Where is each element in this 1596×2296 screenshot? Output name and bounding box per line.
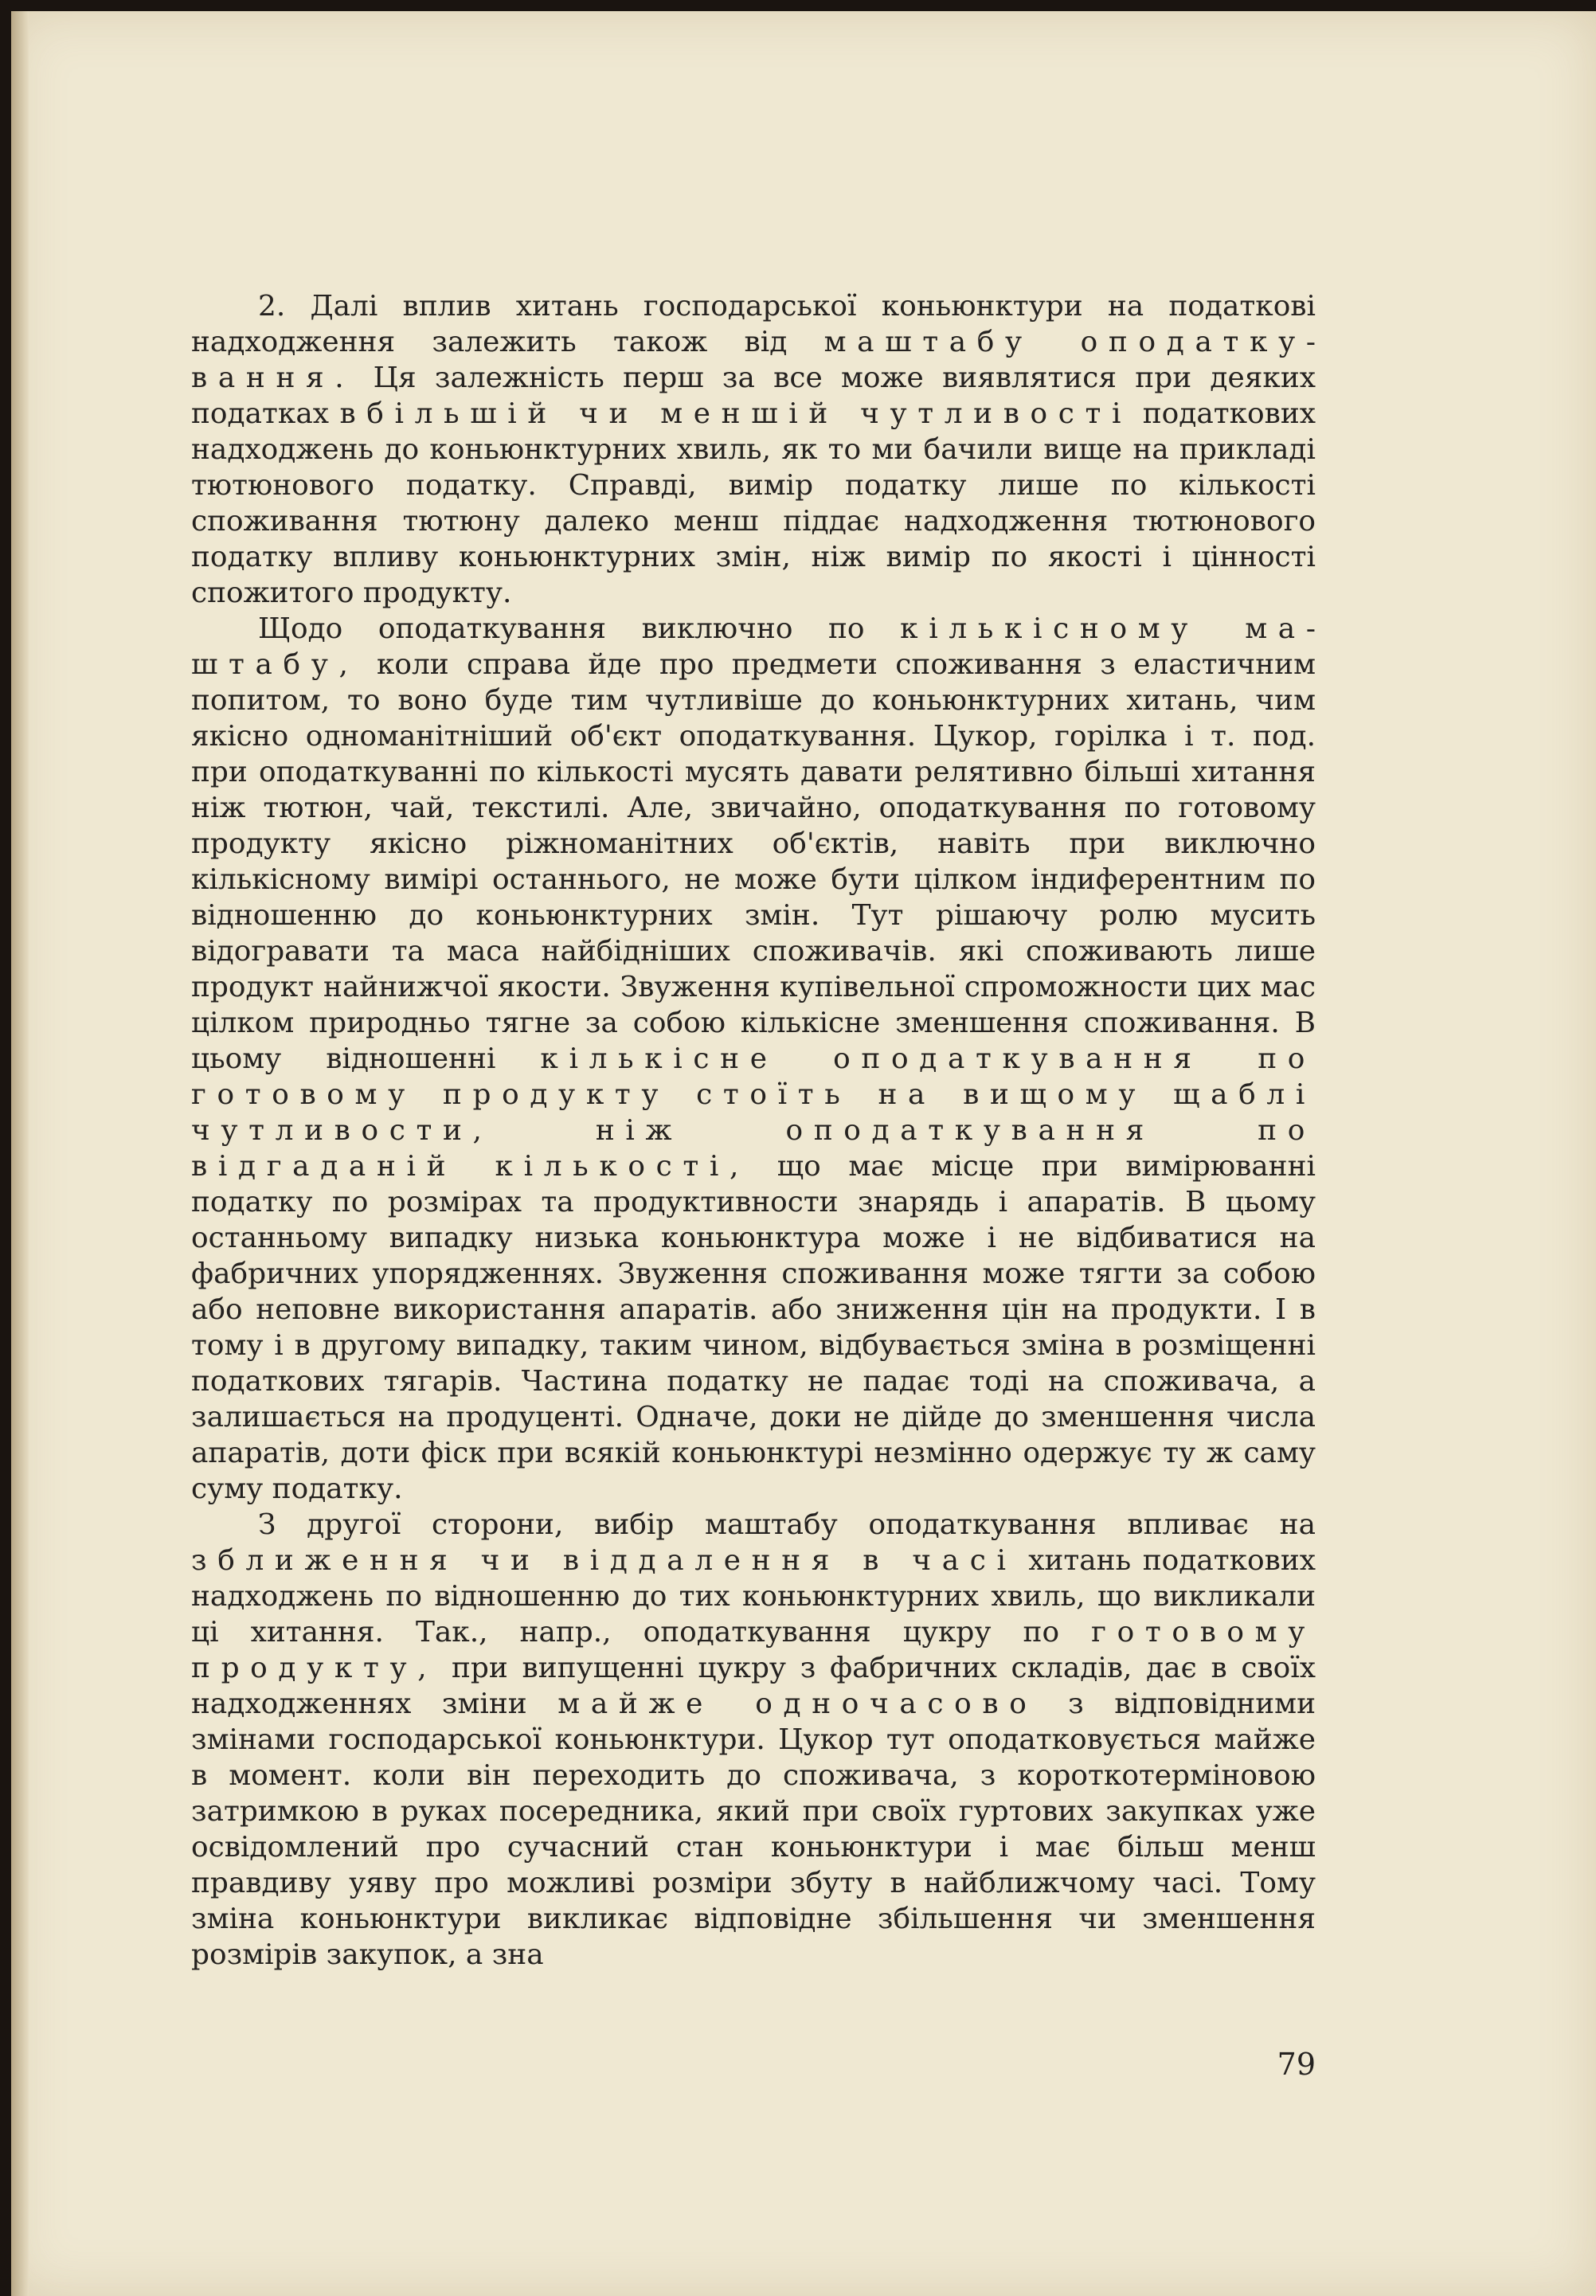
text-run: з відповідними змінами господарської коньюнктури. Цукор тут оподатковується майже в момент. коли він переходить до споживача, з короткотерміновою затримкою в руках посередника, який при своїх гуртових закупках уже освідомлений про сучасний стан коньюнктури і має більш менш правдиву уяву про можливі розміри збуту в найближчому часі. Тому зміна коньюнктури викликає відповідне збільшення чи зменшення розмірів закупок, а зна <box>191 1688 1316 1971</box>
text-run: З другої сторони, вибір маштабу оподаткування впливає на <box>258 1508 1316 1541</box>
spaced-emphasis: кількісному маштабу, <box>191 612 1316 681</box>
text-run: при випущенні цукру з фабричних складів, дає в своїх надходженнях зміни <box>191 1652 1316 1720</box>
spaced-emphasis: зближення чи віддалення в часі <box>191 1544 1017 1577</box>
spaced-emphasis: кількісне оподаткування по готовому продукту стоїть на вищому щаблі чутливости, ніж оподаткування по відгаданій кількості, <box>191 1042 1316 1183</box>
paragraph <box>191 611 1316 1507</box>
text-run: що має місце при вимірюванні податку по розмірах та продуктивности знарядь і апаратів. В цьому останньому випадку низька коньюнктура може і не відбиватися на фабричних упорядженнях. Звуження споживання може тягти за собою або неповне використання апаратів. або зниження цін на продукти. І в тому і в другому випадку, таким чином, відбувається зміна в розміщенні податкових тягарів. Частина податку не падає тоді на споживача, а залишається на продуценті. Одначе, доки не дійде до зменшення числа апаратів, доти фіск при всякій коньюнктурі незмінно одержує ту ж саму суму податку. <box>191 1150 1316 1505</box>
page-spine-edge <box>11 11 29 2296</box>
spaced-emphasis: більшій чи меншій чутливості <box>366 397 1132 430</box>
text-run: Ця залежність перш за все може виявлятися при деяких податках в <box>191 362 1316 430</box>
paragraph <box>191 288 1316 611</box>
text-run: 2. Далі вплив хитань господарської коньюнктури на податкові надходження залежить також від <box>191 290 1316 358</box>
text-run: податкових надходжень до коньюнктурних хвиль, як то ми бачили вище на прикладі тютюнового податку. Справді, вимір податку лише по кількості споживання тютюну далеко менш піддає надходження тютюнового податку впливу коньюнктурних змін, ніж вимір по якості і цінності спожитого продукту. <box>191 397 1316 609</box>
text-run: коли справа йде про предмети споживання з еластичним попитом, то воно буде тим чутливіше до коньюнктурних хитань, чим якісно одноманітніший об'єкт оподаткування. Цукор, горілка і т. под. при оподаткуванні по кількості мусять давати релятивно більші хитання ніж тютюн, чай, текстилі. Але, звичайно, оподаткування по готовому продукту якісно ріжноманітних об'єктів, навіть при виключно кількісному вимірі останнього, не може бути цілком індиферентним по відношенню до коньюнктурних змін. Тут рішаючу ролю мусить відогравати та маса найбідніших споживачів. які споживають лише продукт найнижчої якости. Звуження купівельної спроможности цих мас цілком природньо тягне за собою кількісне зменшення споживання. В цьому відношенні <box>191 648 1316 1075</box>
text-run: хитань податкових надходжень по відношенню до тих коньюнктурних хвиль, що викликали ці хитання. Так., напр., оподаткування цукру по <box>191 1544 1316 1649</box>
book-page <box>11 11 1596 2296</box>
body-text <box>191 288 1316 1973</box>
page-number: 79 <box>1277 2047 1316 2082</box>
spaced-emphasis: маштабу оподаткування. <box>191 326 1316 394</box>
paragraph <box>191 1507 1316 1973</box>
text-run: Щодо оподаткування виключно по <box>258 612 901 645</box>
spaced-emphasis: готовому продукту, <box>191 1616 1316 1684</box>
spaced-emphasis: майже одночасово <box>557 1688 1038 1720</box>
